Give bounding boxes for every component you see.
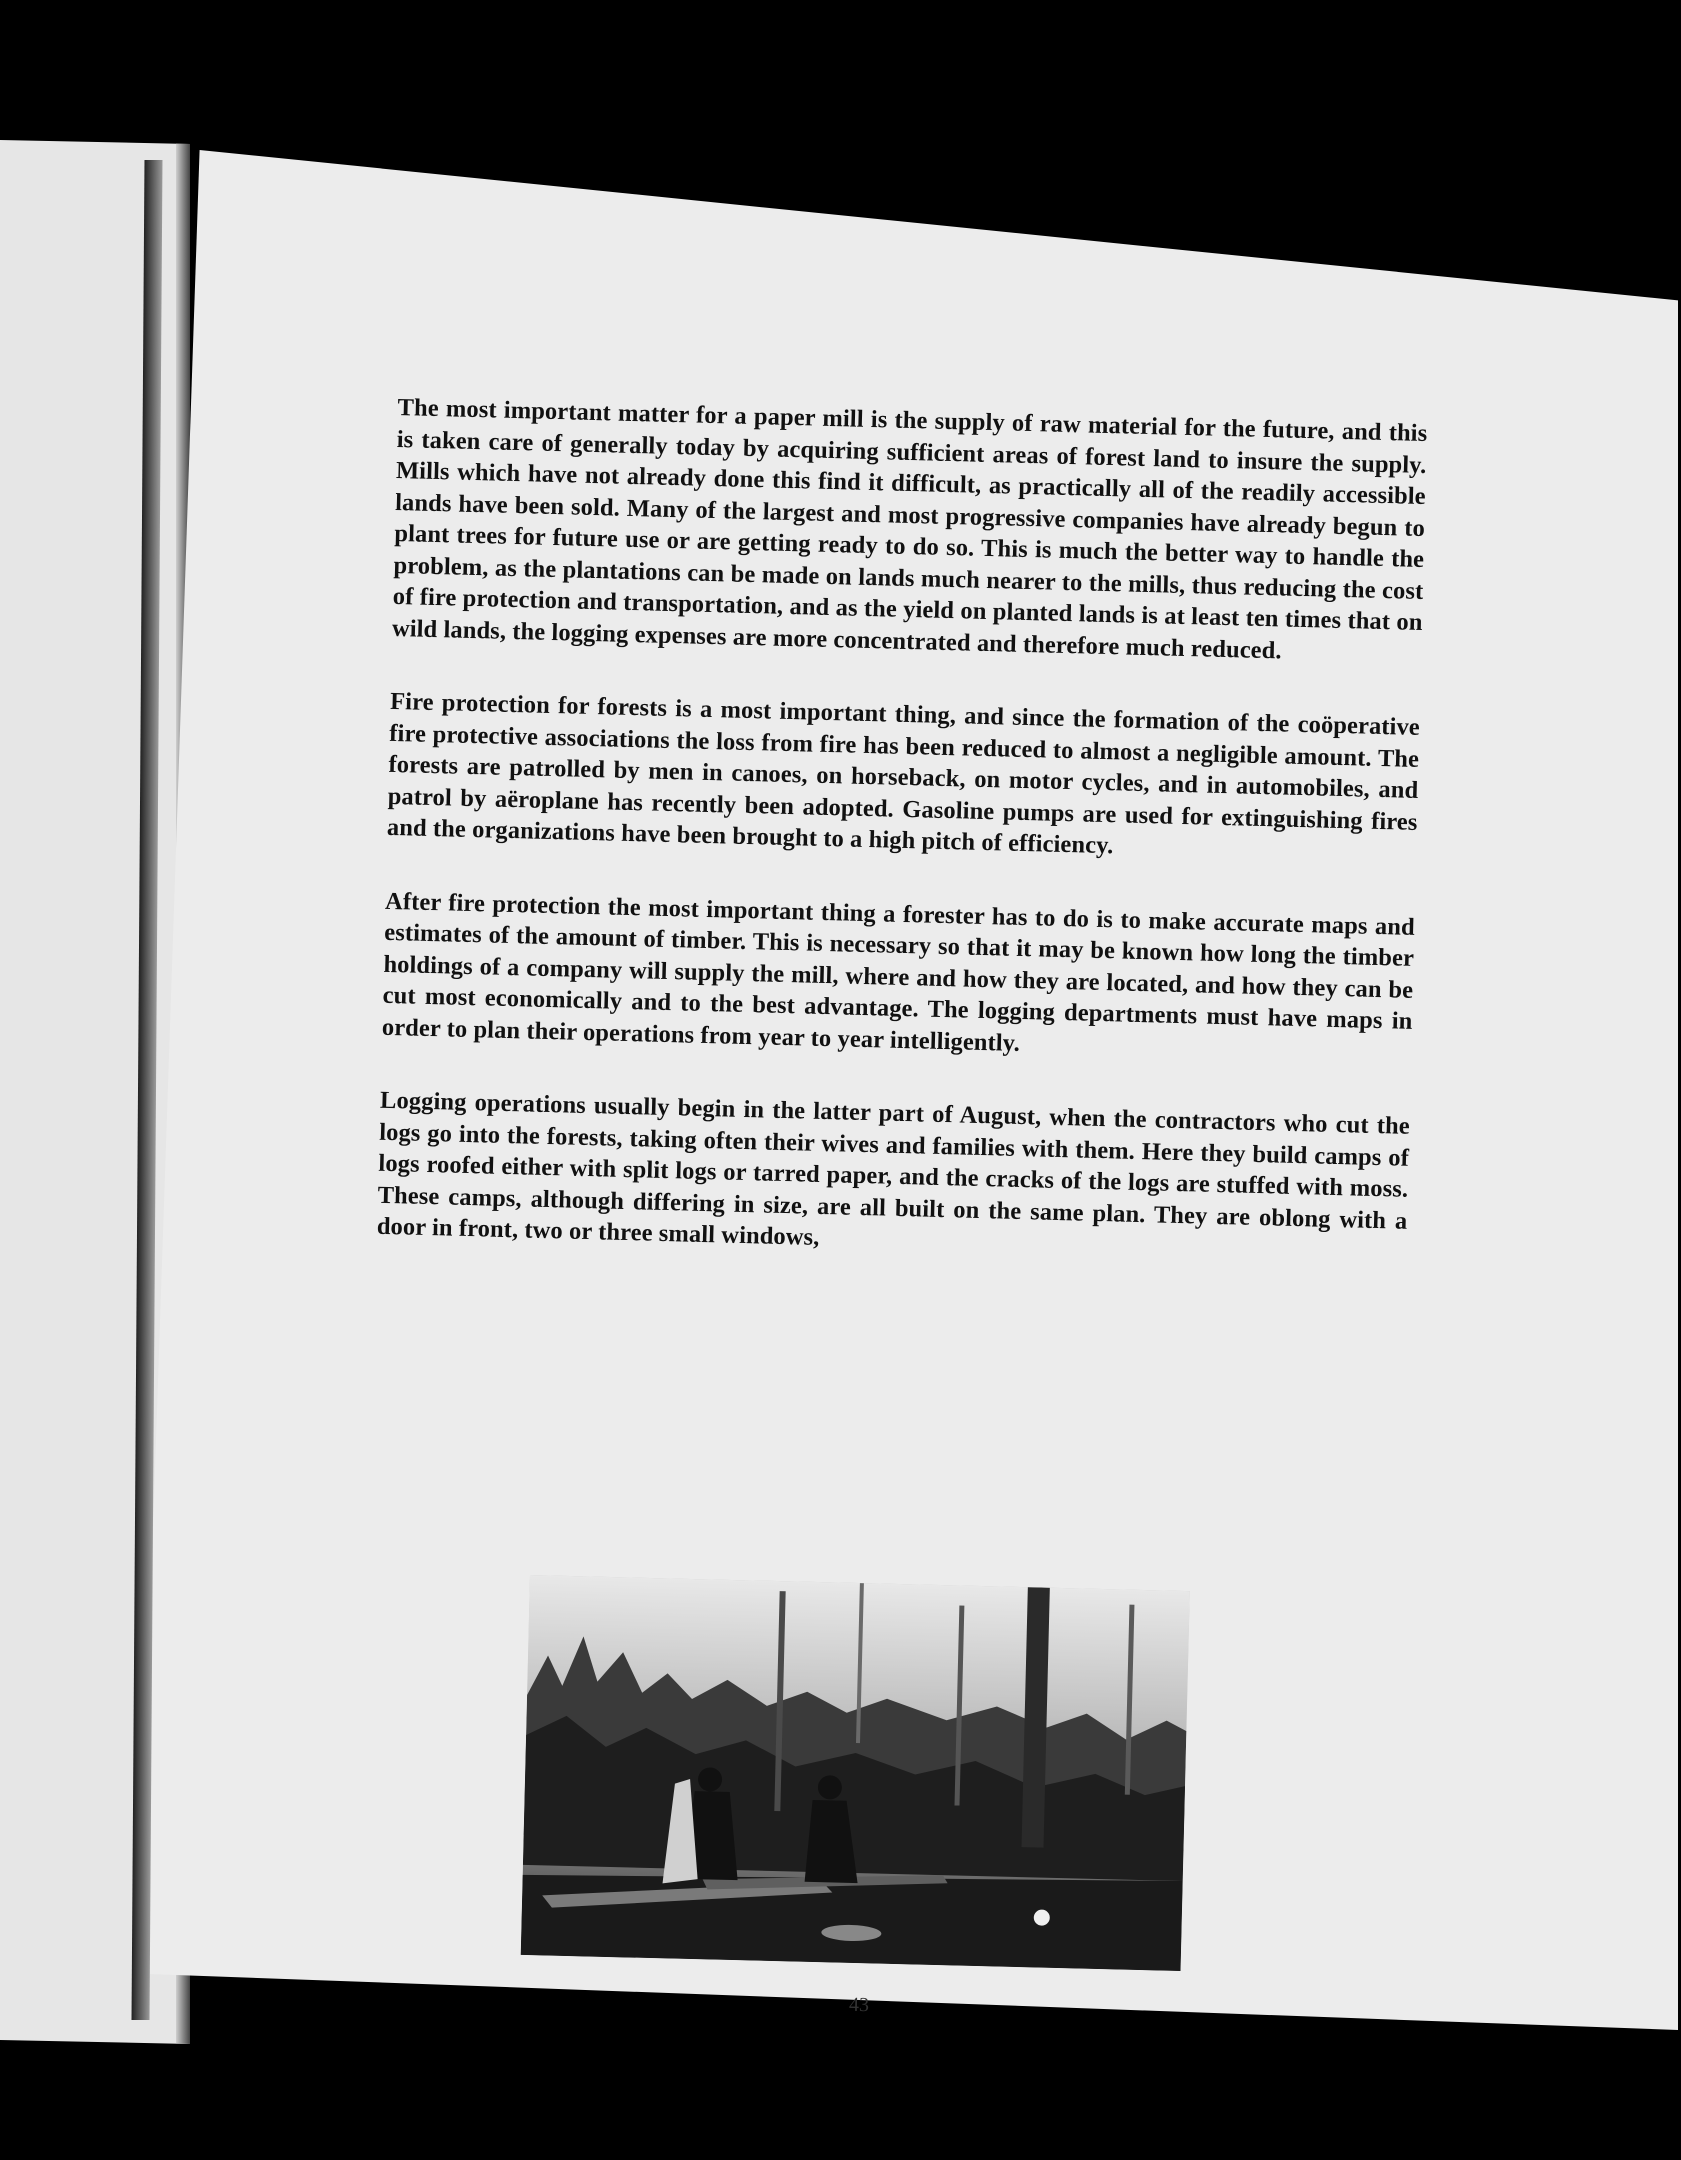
paragraph-logging-operations: Logging operations usually begin in the latter part of August, when the contractors who cut the logs go into the forests, taking often their wives and families with them. Here they build camps of logs roofed either with split logs or tarred paper, and the cracks of the logs are stuffed with moss. These camps, although differing in size, are all built on the same plan. They are oblong with a door in front, two or three small windows, — [376, 1086, 1411, 1251]
paragraph-raw-material: The most important matter for a paper mill is the supply of raw material for the future, and this is taken care of generally today by acquiring sufficient areas of forest land to insure the supply. Mills which have not already done this find it difficult, as practically all of the readily accessible lands have been sold. Many of the largest and most progressive companies have already begun to plant trees for future use or are getting ready to do so. This is much the better way to handle the problem, as the plantations can be made on lands much nearer to the mills, thus reducing the cost of fire protection and transportation, and as the yield on planted lands is at least ten times that on wild lands, the logging expenses are more concentrated and therefore much reduced. — [391, 393, 1428, 664]
logging-photograph — [521, 1575, 1190, 1971]
forest-scene-illustration — [521, 1575, 1190, 1971]
paragraph-fire-protection: Fire protection for forests is a most important thing, and since the formation of the coöperative fire protective associations the loss from fire has been reduced to almost a negligible amount. The forests are patrolled by men in canoes, on horseback, on motor cycles, and in automobiles, and patrol by aëroplane has recently been adopted. Gasoline pumps are used for extinguishing fires and the organizations have been brought to a high pitch of efficiency. — [386, 687, 1421, 860]
page-number: 43 — [848, 1993, 870, 2017]
page-text-body — [375, 392, 1427, 1310]
paragraph-maps-estimates: After fire protection the most important thing a forester has to do is to make accurate maps and estimates of the amount of timber. This is necessary so that it may be known how long the timber holdings of a company will supply the mill, where and how they are located, and how they can be cut most economically and to the best advantage. The logging departments must have maps in order to plan their operations from year to year intelligently. — [381, 887, 1416, 1057]
